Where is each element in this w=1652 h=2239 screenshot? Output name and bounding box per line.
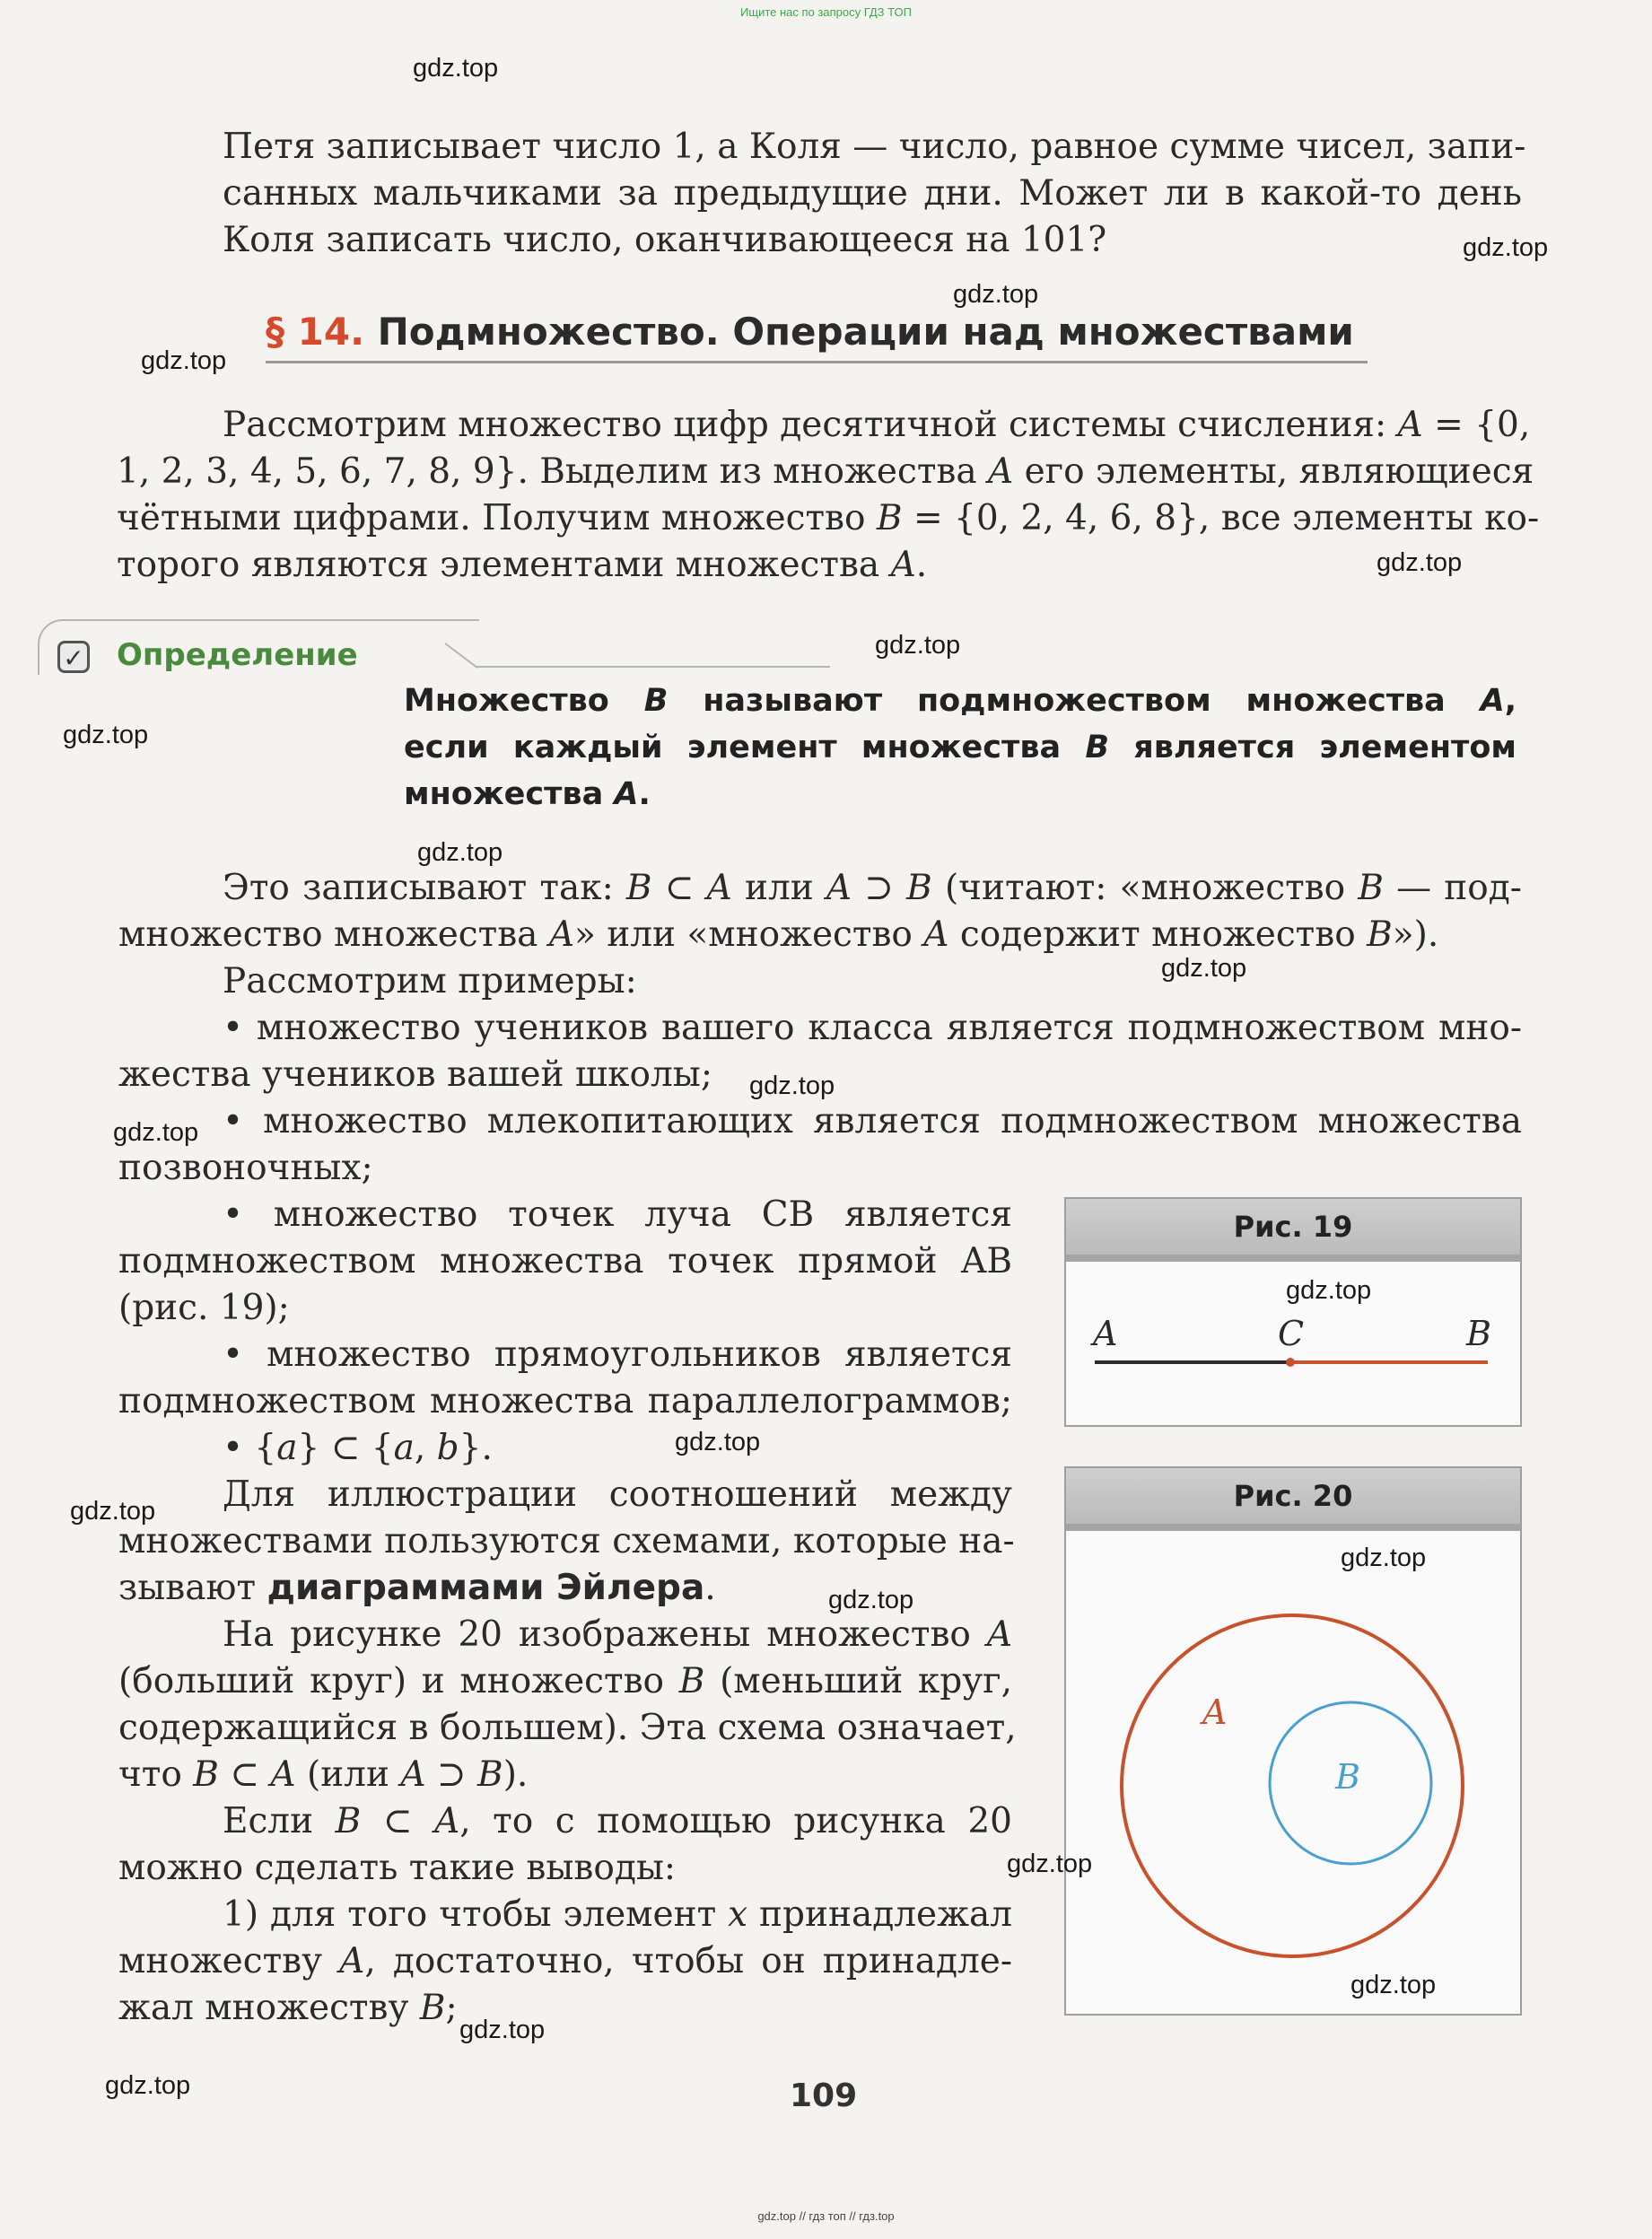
list-item: • множество млекопитающих является подмножеством множества bbox=[223, 1101, 1522, 1141]
list-item: подмножеством множества параллелограммов; bbox=[118, 1381, 1012, 1421]
text-line: множеству A, достаточно, чтобы он принадле- bbox=[118, 1941, 1013, 1981]
watermark: gdz.top bbox=[417, 838, 503, 867]
point-b-label: B bbox=[1466, 1314, 1491, 1353]
text-line: торого являются элементами множества A. bbox=[117, 545, 928, 585]
watermark: gdz.top bbox=[828, 1586, 914, 1614]
watermark: gdz.top bbox=[1341, 1544, 1427, 1572]
point-a-label: A bbox=[1093, 1314, 1118, 1353]
outer-circle-a bbox=[1122, 1615, 1463, 1956]
watermark: gdz.top bbox=[749, 1071, 835, 1100]
watermark: gdz.top bbox=[675, 1428, 761, 1456]
list-item: • множество учеников вашего класса является подмножеством мно- bbox=[223, 1008, 1522, 1048]
list-item: • множество прямоугольников является bbox=[223, 1334, 1012, 1375]
euler-diagram bbox=[1066, 1531, 1520, 2014]
text-line: содержащийся в большем). Эта схема означает, bbox=[118, 1708, 1017, 1748]
watermark: gdz.top bbox=[1463, 233, 1549, 262]
watermark: gdz.top bbox=[63, 721, 149, 749]
point-c-label: C bbox=[1278, 1314, 1305, 1353]
text-line: Петя записывает число 1, а Коля — число, равное сумме чисел, запи- bbox=[223, 127, 1526, 167]
set-a-label: A bbox=[1202, 1692, 1228, 1732]
text-line: (больший круг) и множество B (меньший круг, bbox=[118, 1661, 1012, 1701]
text-line: можно сделать такие выводы: bbox=[118, 1848, 677, 1888]
examples-intro: Рассмотрим примеры: bbox=[223, 961, 637, 1001]
section-title: Подмножество. Операции над множествами bbox=[377, 310, 1354, 354]
set-b-label: B bbox=[1335, 1757, 1360, 1797]
heading-underline bbox=[266, 361, 1368, 363]
list-item: подмножеством множества точек прямой AB bbox=[118, 1241, 1012, 1281]
watermark: gdz.top bbox=[70, 1497, 156, 1526]
definition-frame-line bbox=[476, 666, 830, 668]
watermark: gdz.top bbox=[1377, 548, 1463, 577]
point-c bbox=[1286, 1358, 1295, 1367]
figure-20 bbox=[1064, 1466, 1522, 2016]
definition-title: Определение bbox=[117, 637, 358, 673]
page-number: 109 bbox=[790, 2077, 858, 2114]
text-line: множествами пользуются схемами, которые на- bbox=[118, 1521, 1015, 1561]
text-line: Множество B называют подмножеством множества A, bbox=[404, 683, 1517, 719]
conclusion-paragraph bbox=[118, 1798, 1012, 1892]
paragraph-1 bbox=[117, 402, 1540, 589]
text-line: что B ⊂ A (или A ⊃ B). bbox=[118, 1754, 529, 1795]
text-line: Для иллюстрации соотношений между bbox=[223, 1474, 1012, 1515]
text-line: санных мальчиками за предыдущие дни. Может ли в какой-то день bbox=[223, 173, 1522, 214]
text-line: Если B ⊂ A, то с помощью рисунка 20 bbox=[223, 1801, 1012, 1841]
watermark: gdz.top bbox=[1161, 954, 1247, 983]
fig20-paragraph bbox=[118, 1612, 1017, 1798]
figure-19-caption: Рис. 19 bbox=[1066, 1199, 1520, 1262]
watermark: gdz.top bbox=[1007, 1850, 1093, 1878]
watermark: gdz.top bbox=[953, 280, 1039, 309]
text-line: если каждый элемент множества B является элементом bbox=[404, 730, 1517, 765]
list-item: позвоночных; bbox=[118, 1148, 373, 1188]
definition-text bbox=[404, 678, 1517, 818]
text-line: множества A. bbox=[404, 776, 651, 812]
checkmark-icon: ✓ bbox=[57, 641, 90, 673]
watermark: gdz.top bbox=[141, 346, 227, 375]
paragraph-2 bbox=[118, 865, 1522, 1005]
watermark: gdz.top bbox=[113, 1118, 199, 1147]
text-line: Рассмотрим множество цифр десятичной системы счисления: A = {0, bbox=[223, 405, 1531, 445]
text-line: На рисунке 20 изображены множество A bbox=[223, 1614, 1012, 1655]
list-item: жества учеников вашей школы; bbox=[118, 1054, 712, 1095]
text-line: 1) для того чтобы элемент x принадлежал bbox=[223, 1894, 1012, 1935]
section-heading bbox=[266, 310, 1354, 354]
watermark: gdz.top bbox=[1350, 1971, 1437, 1999]
text-line: Коля записать число, оканчивающееся на 101? bbox=[223, 220, 1107, 260]
watermark: gdz.top bbox=[105, 2071, 191, 2100]
text-line: зывают диаграммами Эйлера. bbox=[118, 1568, 716, 1608]
text-fragment: зывают bbox=[118, 1568, 267, 1608]
watermark: gdz.top bbox=[413, 54, 499, 83]
text-line: множество множества A» или «множество A содержит множество B»). bbox=[118, 914, 1439, 955]
top-note: Ищите нас по запросу ГДЗ ТОП bbox=[740, 5, 912, 19]
watermark: gdz.top bbox=[1286, 1276, 1372, 1305]
section-number: § 14. bbox=[266, 310, 365, 354]
text-line: 1, 2, 3, 4, 5, 6, 7, 8, 9}. Выделим из множества A его элементы, являющиеся bbox=[117, 451, 1534, 492]
item-1 bbox=[118, 1892, 1012, 2032]
list-item: • {a} ⊂ {a, b}. bbox=[223, 1428, 493, 1468]
text-line: чётными цифрами. Получим множество B = {0, 2, 4, 6, 8}, все элементы ко- bbox=[117, 498, 1540, 538]
watermark: gdz.top bbox=[459, 2016, 546, 2044]
intro-paragraph bbox=[223, 124, 1526, 264]
list-item: • множество точек луча CB является bbox=[223, 1194, 1012, 1235]
figure-20-caption: Рис. 20 bbox=[1066, 1468, 1520, 1531]
euler-term: диаграммами Эйлера bbox=[267, 1568, 705, 1608]
bullets-narrow bbox=[118, 1192, 1012, 1472]
watermark: gdz.top bbox=[875, 631, 961, 660]
bottom-note: gdz.top // гдз топ // гдз.top bbox=[757, 2209, 895, 2223]
text-line: Это записывают так: B ⊂ A или A ⊃ B (читают: «множество B — под- bbox=[223, 868, 1522, 908]
text-line: жал множеству B; bbox=[118, 1988, 458, 2028]
figure-19 bbox=[1064, 1197, 1522, 1427]
list-item: (рис. 19); bbox=[118, 1288, 290, 1328]
